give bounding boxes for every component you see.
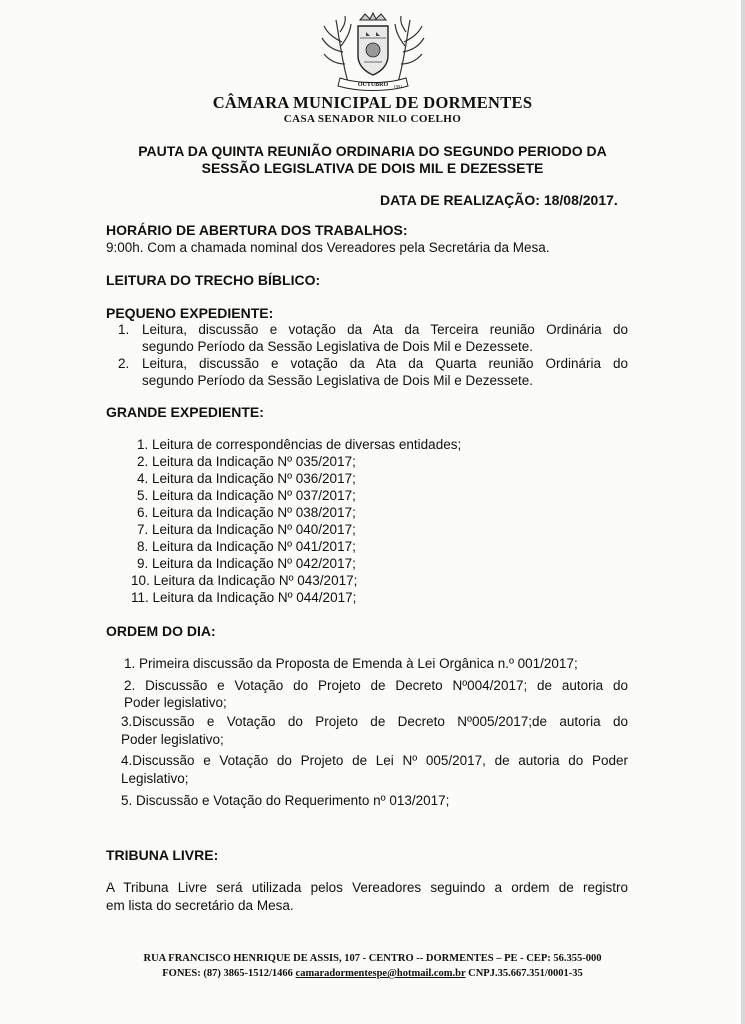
institution-name: CÂMARA MUNICIPAL DE DORMENTES bbox=[212, 93, 533, 112]
tribuna-text-line2: em lista do secretário da Mesa. bbox=[106, 898, 294, 913]
footer-address: RUA FRANCISCO HENRIQUE DE ASSIS, 107 - CENTRO -- DORMENTES – PE - CEP: 56.355-000 bbox=[143, 953, 602, 964]
footer-cnpj: CNPJ.35.667.351/0001-35 bbox=[468, 968, 583, 979]
pequeno-item-2-line1: Leitura, discussão e votação da Ata da Quarta reunião Ordinária do bbox=[142, 356, 628, 371]
ordem-item-3-line2: Poder legislativo; bbox=[121, 732, 224, 747]
institution-subtitle: CASA SENADOR NILO COELHO bbox=[283, 113, 462, 125]
ordem-item-5: 5. Discussão e Votação do Requerimento nº 013/2017; bbox=[121, 793, 450, 808]
scan-edge bbox=[741, 0, 745, 1024]
grande-item: 6. Leitura da Indicação Nº 038/2017; bbox=[137, 505, 356, 520]
ordem-item-4-line2: Legislativo; bbox=[121, 771, 189, 786]
meeting-date: DATA DE REALIZAÇÃO: 18/08/2017. bbox=[380, 192, 618, 208]
ordem-do-dia-heading: ORDEM DO DIA: bbox=[106, 623, 216, 639]
agenda-title-line1: PAUTA DA QUINTA REUNIÃO ORDINARIA DO SEGUNDO PERIODO DA bbox=[138, 143, 607, 159]
bible-reading-heading: LEITURA DO TRECHO BÍBLICO: bbox=[106, 272, 321, 288]
footer-phones: FONES: (87) 3865-1512/1466 bbox=[162, 968, 293, 979]
grande-expediente-heading: GRANDE EXPEDIENTE: bbox=[106, 404, 264, 420]
grande-item: 4. Leitura da Indicação Nº 036/2017; bbox=[137, 471, 356, 486]
grande-item: 8. Leitura da Indicação Nº 041/2017; bbox=[137, 539, 356, 554]
grande-item: 11. Leitura da Indicação Nº 044/2017; bbox=[131, 590, 357, 605]
grande-item: 9. Leitura da Indicação Nº 042/2017; bbox=[137, 556, 356, 571]
ordem-item-4-line1: 4.Discussão e Votação do Projeto de Lei Nº 005/2017, de autoria do Poder bbox=[121, 753, 628, 768]
ordem-item-1: 1. Primeira discussão da Proposta de Emenda à Lei Orgânica n.º 001/2017; bbox=[124, 656, 578, 671]
crest-year-text: 1991 bbox=[393, 84, 403, 89]
tribuna-text-line1: A Tribuna Livre será utilizada pelos Vereadores seguindo a ordem de registro bbox=[106, 880, 628, 895]
footer-email-link[interactable]: camaradormentespe@hotmail.com.br bbox=[295, 968, 466, 979]
pequeno-item-1-line1: Leitura, discussão e votação da Ata da Terceira reunião Ordinária do bbox=[142, 322, 628, 337]
ordem-item-3-line1: 3.Discussão e Votação do Projeto de Decreto Nº005/2017;de autoria do bbox=[121, 714, 628, 729]
pequeno-item-2-line2: segundo Período da Sessão Legislativa de Dois Mil e Dezessete. bbox=[142, 373, 533, 388]
grande-item: 5. Leitura da Indicação Nº 037/2017; bbox=[137, 488, 356, 503]
grande-item: 10. Leitura da Indicação Nº 043/2017; bbox=[131, 573, 358, 588]
municipal-crest-logo bbox=[318, 12, 428, 92]
opening-heading: HORÁRIO DE ABERTURA DOS TRABALHOS: bbox=[106, 222, 408, 238]
grande-item: 1. Leitura de correspondências de diversas entidades; bbox=[137, 437, 462, 452]
ordem-item-2-line1: 2. Discussão e Votação do Projeto de Decreto Nº004/2017; de autoria do bbox=[124, 678, 628, 693]
grande-item: 2. Leitura da Indicação Nº 035/2017; bbox=[137, 454, 356, 469]
tribuna-livre-heading: TRIBUNA LIVRE: bbox=[106, 847, 219, 863]
grande-item: 7. Leitura da Indicação Nº 040/2017; bbox=[137, 522, 356, 537]
pequeno-item-2-number: 2. bbox=[118, 356, 130, 371]
pequeno-item-1-number: 1. bbox=[118, 322, 130, 337]
crest-ribbon-text: OUTUBRO bbox=[357, 82, 389, 88]
ordem-item-2-line2: Poder legislativo; bbox=[124, 695, 227, 710]
pequeno-item-1-line2: segundo Período da Sessão Legislativa de Dois Mil e Dezessete. bbox=[142, 339, 533, 354]
agenda-title-line2: SESSÃO LEGISLATIVA DE DOIS MIL E DEZESSETE bbox=[201, 160, 544, 176]
opening-text: 9:00h. Com a chamada nominal dos Vereadores pela Secretária da Mesa. bbox=[106, 240, 550, 255]
pequeno-expediente-heading: PEQUENO EXPEDIENTE: bbox=[106, 305, 274, 321]
footer-contacts bbox=[0, 968, 745, 979]
